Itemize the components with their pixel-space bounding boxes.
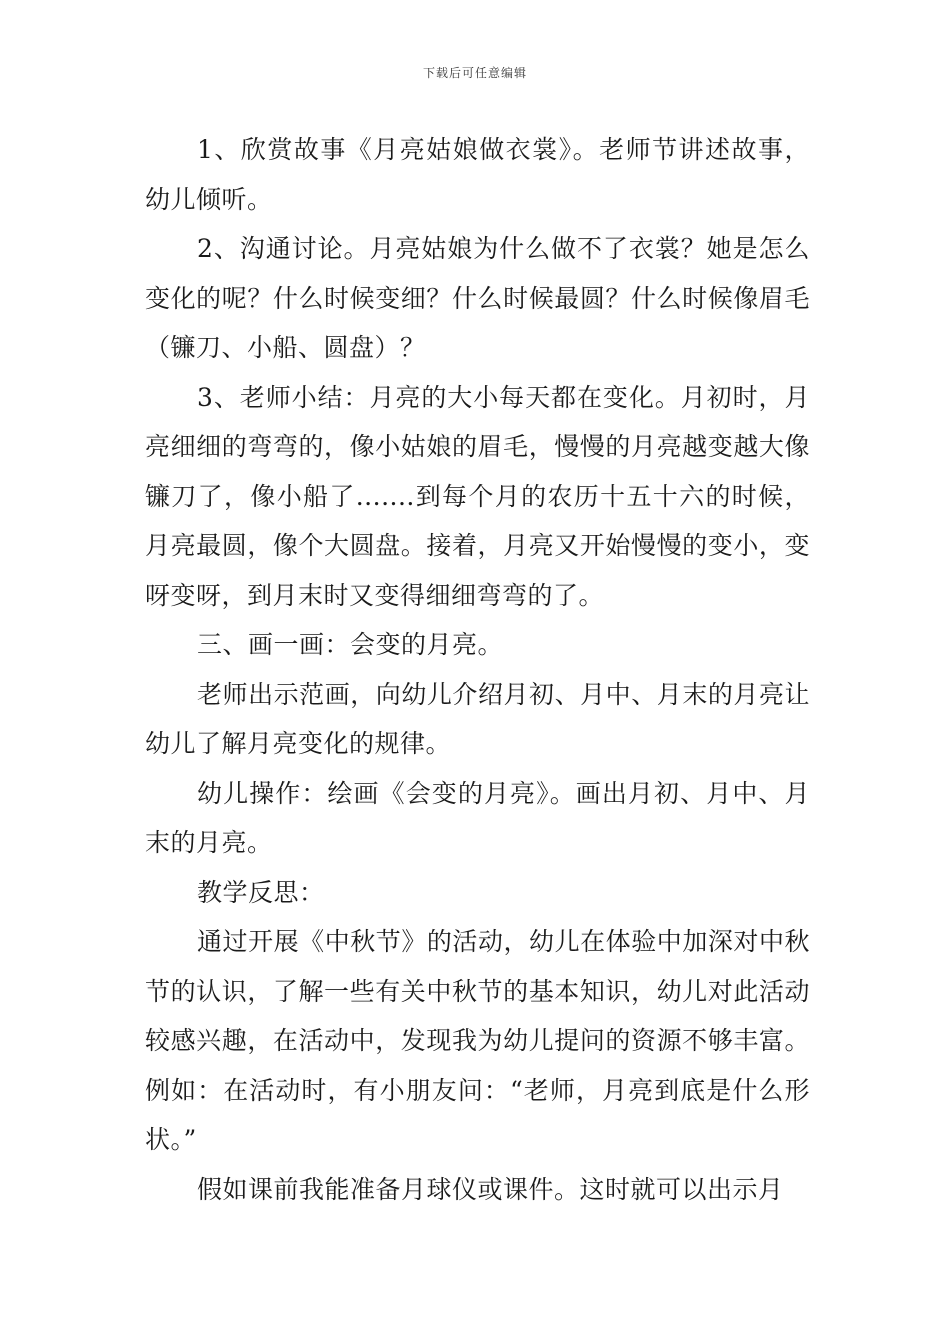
paragraph-discussion: 2、沟通讨论。月亮姑娘为什么做不了衣裳？她是怎么变化的呢？什么时候变细？什么时候最圆？什么时候像眉毛（镰刀、小船、圆盘）？ <box>145 234 810 362</box>
paragraph-teacher-summary: 3、老师小结：月亮的大小每天都在变化。月初时，月亮细细的弯弯的，像小姑娘的眉毛，慢慢的月亮越变越大像镰刀了，像小船了.......到每个月的农历十五十六的时候，月亮最圆，像个大圆盘。接着，月亮又开始慢慢的变小，变呀变呀，到月末时又变得细细弯弯的了。 <box>145 382 810 610</box>
document-body <box>145 125 810 1214</box>
paragraph-reflection-continued: 假如课前我能准备月球仪或课件。这时就可以出示月 <box>197 1174 784 1204</box>
paragraph-child-activity: 幼儿操作：绘画《会变的月亮》。画出月初、月中、月末的月亮。 <box>145 778 810 857</box>
paragraph-reflection: 通过开展《中秋节》的活动，幼儿在体验中加深对中秋节的认识，了解一些有关中秋节的基本知识，幼儿对此活动较感兴趣，在活动中，发现我为幼儿提问的资源不够丰富。例如：在活动时，有小朋友问：“老师，月亮到底是什么形状。” <box>145 927 810 1154</box>
paragraph-story-listening: 1、欣赏故事《月亮姑娘做衣裳》。老师节讲述故事，幼儿倾听。 <box>145 135 810 214</box>
section-heading-drawing: 三、画一画：会变的月亮。 <box>197 630 504 659</box>
paragraph-sample-drawing: 老师出示范画，向幼儿介绍月初、月中、月末的月亮让幼儿了解月亮变化的规律。 <box>145 679 810 758</box>
section-heading-reflection: 教学反思： <box>197 877 325 907</box>
page-header-note: 下载后可任意编辑 <box>422 66 527 80</box>
